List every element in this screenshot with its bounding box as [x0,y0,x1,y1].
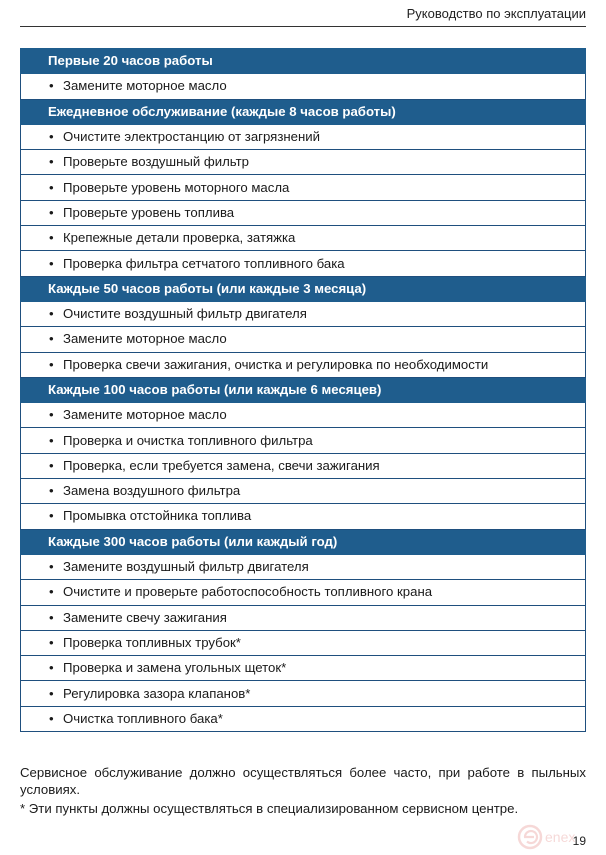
task-text: Проверьте уровень моторного масла [63,179,290,195]
task-cell [21,706,586,731]
bullet-icon: • [49,660,54,676]
bullet-icon: • [49,230,54,246]
table-row [21,327,586,352]
section-title: Каждые 300 часов работы (или каждый год) [21,529,586,554]
section-title: Первые 20 часов работы [21,49,586,74]
task-cell [21,554,586,579]
section-title: Ежедневное обслуживание (каждые 8 часов работы) [21,99,586,124]
task-cell [21,681,586,706]
bullet-icon: • [49,204,54,220]
table-row [21,630,586,655]
bullet-icon: • [49,457,54,473]
bullet-icon: • [49,685,54,701]
task-cell [21,226,586,251]
bullet-icon: • [49,634,54,650]
table-row [21,479,586,504]
table-row [21,301,586,326]
table-row [21,251,586,276]
task-text: Замените моторное масло [63,331,227,347]
table-row [21,656,586,681]
bullet-icon: • [49,483,54,499]
task-text: Очистите и проверьте работоспособность топливного крана [63,584,433,600]
table-row [21,200,586,225]
bullet-icon: • [49,508,54,524]
task-cell [21,504,586,529]
section-title: Каждые 50 часов работы (или каждые 3 месяца) [21,276,586,301]
table-row [21,681,586,706]
task-cell [21,74,586,99]
page-header: Руководство по эксплуатации [406,6,586,21]
task-text: Замените моторное масло [63,407,227,423]
table-row [21,124,586,149]
task-cell [21,352,586,377]
task-cell [21,200,586,225]
bullet-icon: • [49,154,54,170]
task-cell [21,428,586,453]
table-row [21,175,586,200]
bullet-icon: • [49,306,54,322]
table-row [21,226,586,251]
table-row [21,403,586,428]
section-header-row [21,99,586,124]
task-text: Замена воздушного фильтра [63,483,241,499]
table-row [21,580,586,605]
task-text: Регулировка зазора клапанов* [63,685,251,701]
task-text: Проверка фильтра сетчатого топливного бака [63,255,345,271]
task-cell [21,175,586,200]
task-text: Проверьте воздушный фильтр [63,154,249,170]
task-text: Проверка топливных трубок* [63,634,241,650]
task-text: Проверка и замена угольных щеток* [63,660,287,676]
section-header-row [21,276,586,301]
task-cell [21,656,586,681]
section-title: Каждые 100 часов работы (или каждые 6 месяцев) [21,377,586,402]
header-rule [20,26,586,27]
bullet-icon: • [49,710,54,726]
bullet-icon: • [49,78,54,94]
bullet-icon: • [49,609,54,625]
task-cell [21,251,586,276]
bullet-icon: • [49,407,54,423]
table-row [21,706,586,731]
task-text: Проверка, если требуется замена, свечи зажигания [63,457,380,473]
service-note: Сервисное обслуживание должно осуществляться более часто, при работе в пыльных условиях. [20,765,586,797]
task-cell [21,479,586,504]
task-cell [21,327,586,352]
task-cell [21,580,586,605]
bullet-icon: • [49,432,54,448]
task-text: Промывка отстойника топлива [63,508,252,524]
section-header-row [21,377,586,402]
table-row [21,428,586,453]
table-row [21,554,586,579]
table-row [21,352,586,377]
task-text: Замените воздушный фильтр двигателя [63,559,309,575]
task-cell [21,453,586,478]
section-header-row [21,529,586,554]
bullet-icon: • [49,559,54,575]
section-header-row [21,49,586,74]
table-row [21,605,586,630]
task-cell [21,301,586,326]
task-cell [21,150,586,175]
task-cell [21,124,586,149]
task-cell [21,630,586,655]
task-text: Очистите электростанцию от загрязнений [63,129,321,145]
task-text: Проверьте уровень топлива [63,204,235,220]
bullet-icon: • [49,129,54,145]
bullet-icon: • [49,179,54,195]
task-text: Замените моторное масло [63,78,227,94]
bullet-icon: • [49,584,54,600]
task-cell [21,403,586,428]
bullet-icon: • [49,356,54,372]
task-text: Крепежные детали проверка, затяжка [63,230,296,246]
task-text: Очистите воздушный фильтр двигателя [63,306,307,322]
table-row [21,504,586,529]
watermark-text: enex [545,829,576,845]
task-text: Очистка топливного бака* [63,710,223,726]
table-row [21,453,586,478]
task-cell [21,605,586,630]
task-text: Проверка свечи зажигания, очистка и регулировка по необходимости [63,356,489,372]
table-row [21,150,586,175]
bullet-icon: • [49,255,54,271]
bullet-icon: • [49,331,54,347]
table-row [21,74,586,99]
task-text: Замените свечу зажигания [63,609,227,625]
task-text: Проверка и очистка топливного фильтра [63,432,313,448]
page-number: 19 [572,834,586,848]
footnote: * Эти пункты должны осуществляться в специализированном сервисном центре. [20,801,519,816]
maintenance-schedule-table [20,48,586,732]
